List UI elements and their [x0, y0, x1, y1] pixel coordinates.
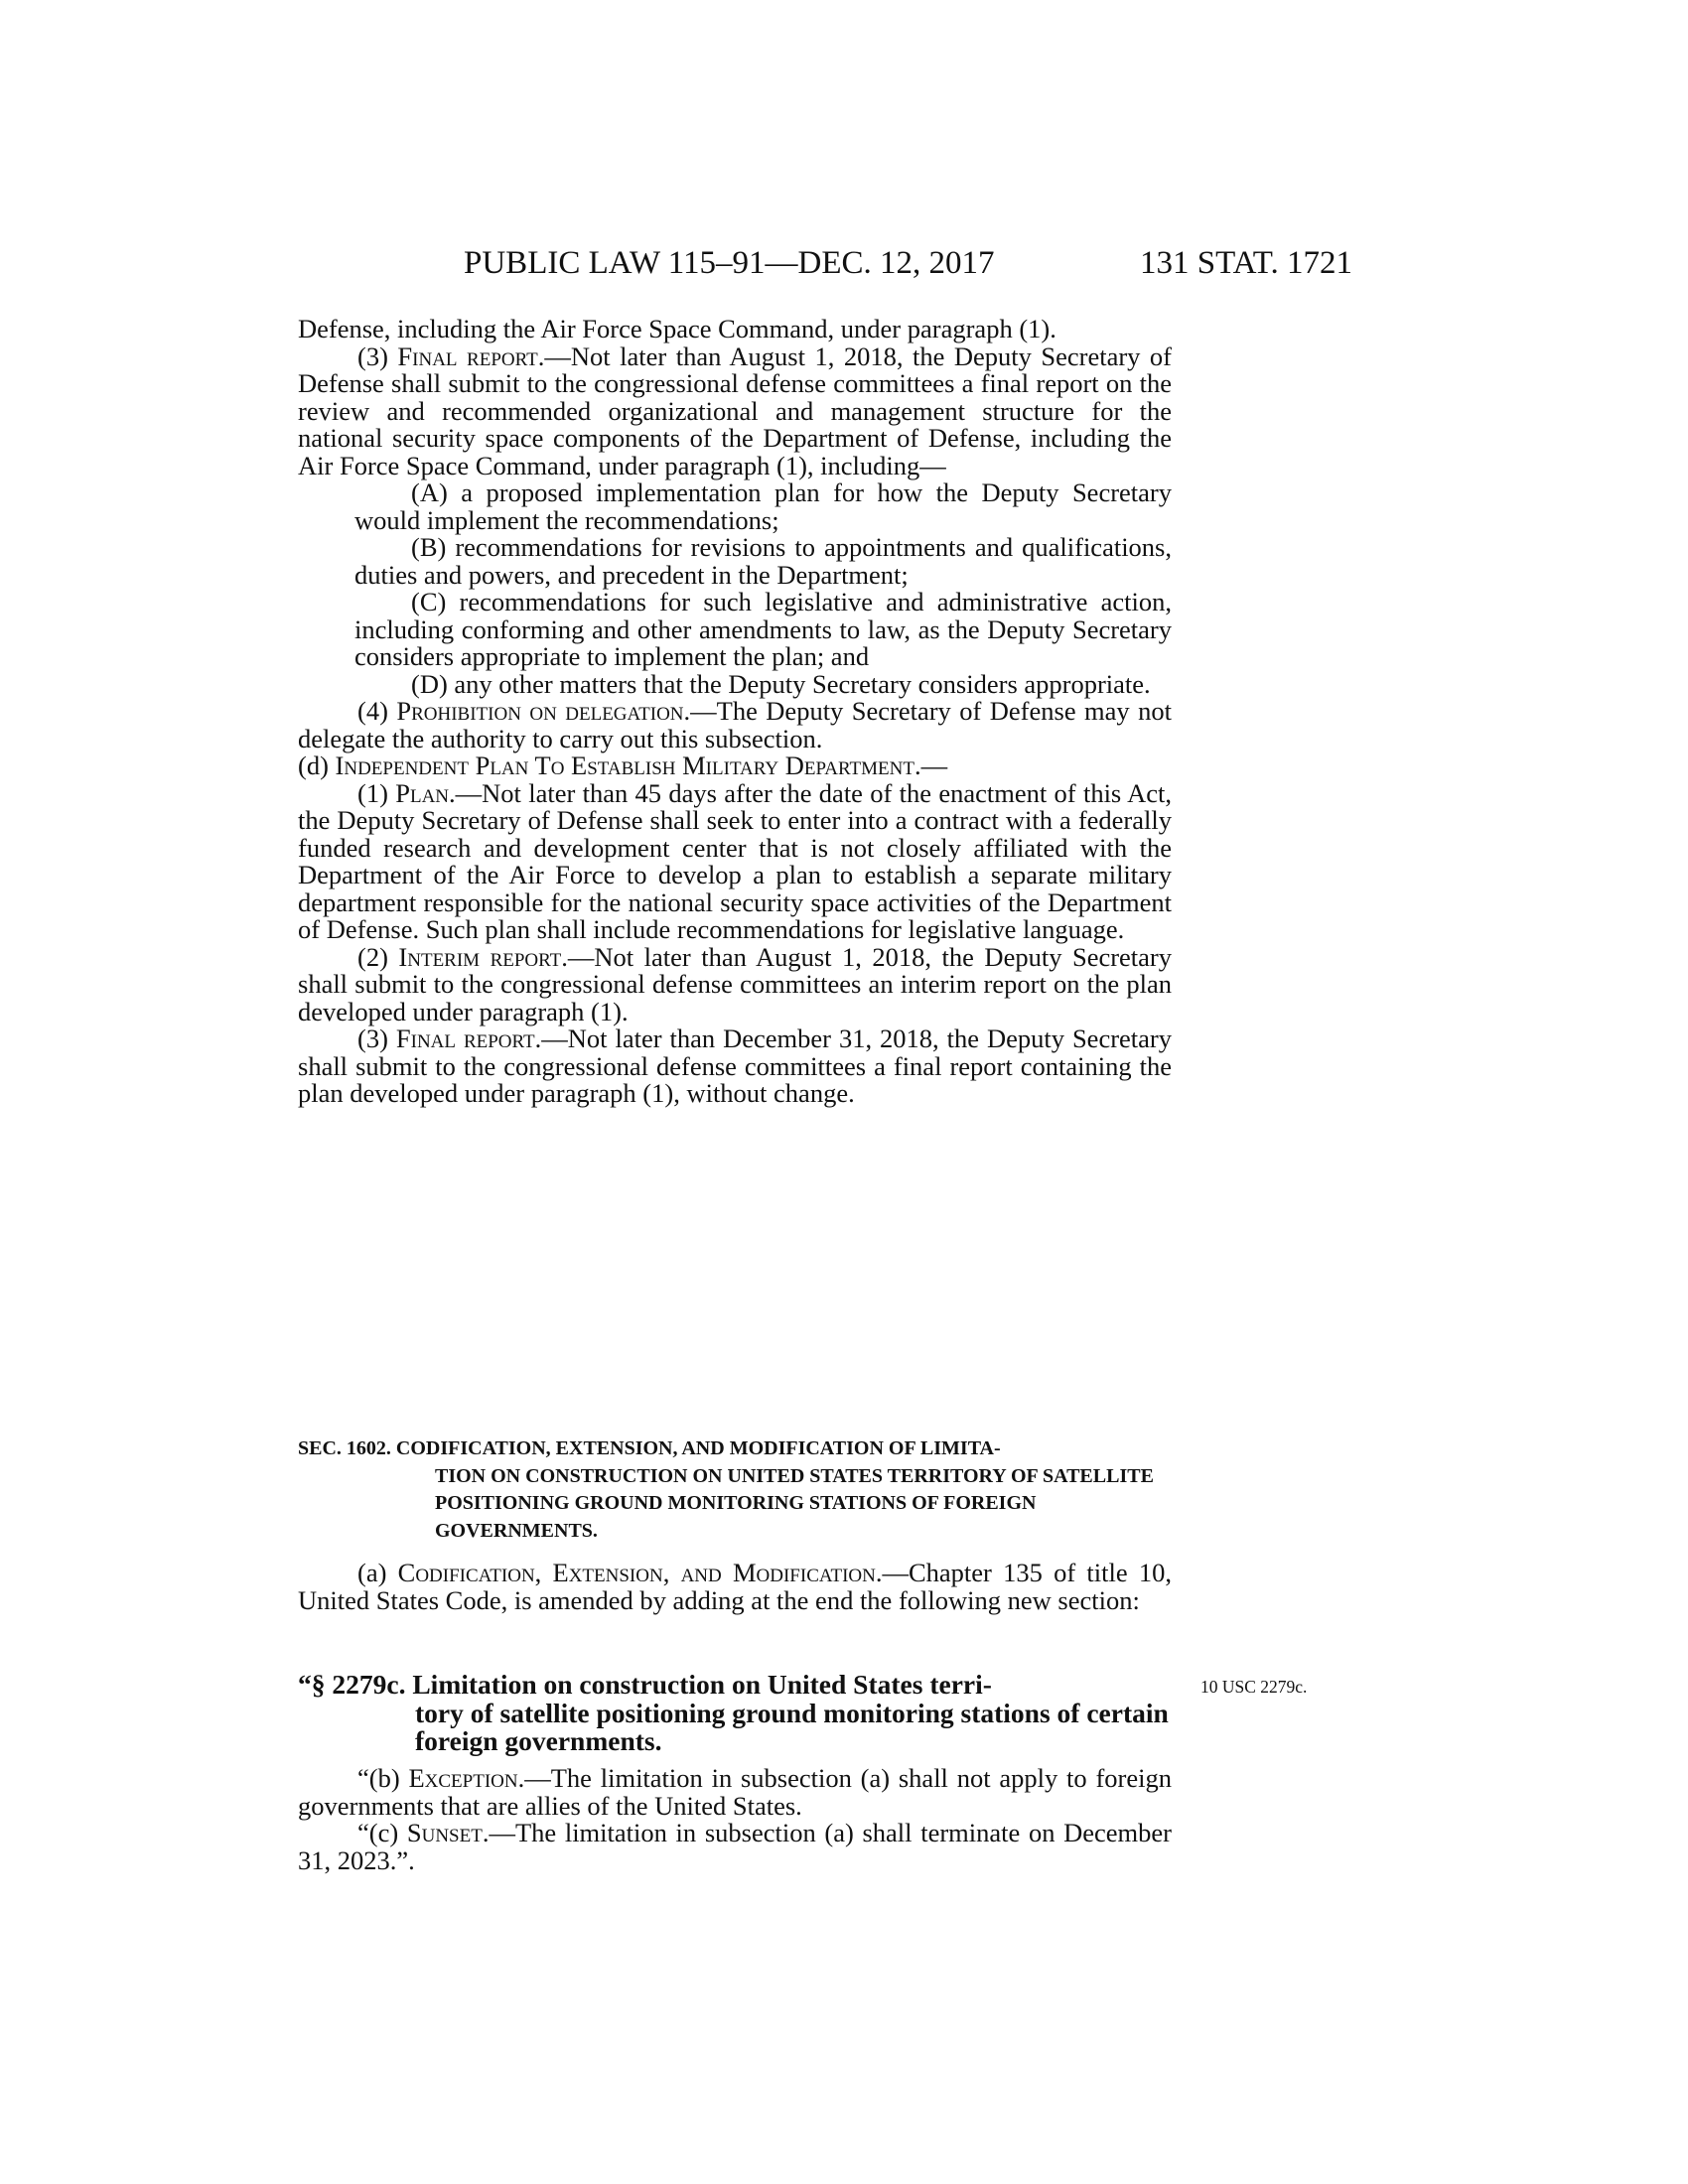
usc-section-heading: [298, 1671, 1172, 1756]
paragraph-continuation: Defense, including the Air Force Space Command, under paragraph (1).: [298, 314, 1056, 343]
usc-section-body: [298, 1765, 1172, 1874]
subsection-a: [298, 1560, 1172, 1614]
paragraph-body: .—Not later than August 1, 2018, the Deputy Secretary of Defense shall submit to the congressional defense committees a final report on the review and recommended organizational and management structure for the national security space components of the Department of Defense, including the Air Force Space Command, under paragraph (1), including—: [298, 341, 1172, 480]
subparagraph-c: (C) recommendations for such legislative and administrative action, including conforming and other amendments to law, as the Deputy Secretary considers appropriate to implement the plan; and: [354, 587, 1172, 671]
subsection-number: (d): [298, 751, 336, 780]
subparagraph-d: (D) any other matters that the Deputy Secretary considers appropriate.: [411, 668, 1151, 699]
subsection-number: “(b): [357, 1763, 409, 1793]
subsection-c-sunset: [298, 1820, 1172, 1874]
paragraph-d1-plan: [298, 777, 1172, 944]
paragraph-heading: Interim report: [398, 941, 562, 972]
paragraph-body: .—Not later than December 31, 2018, the Deputy Secretary shall submit to the congressional defense committees a final report containing the plan developed under paragraph (1), without change.: [298, 1024, 1172, 1108]
subsection-number: “(c): [357, 1818, 407, 1847]
section-heading-line1: SEC. 1602. CODIFICATION, EXTENSION, AND MODIFICATION OF LIMITA-: [298, 1437, 1001, 1459]
section-heading-rest: TION ON CONSTRUCTION ON UNITED STATES TERRITORY OF SATELLITE POSITIONING GROUND MONITORING STATIONS OF FOREIGN GOVERNMENTS.: [435, 1464, 1154, 1542]
paragraph-3-final-report: [298, 343, 1172, 480]
subparagraph-a: (A) a proposed implementation plan for how the Deputy Secretary would implement the recommendations;: [354, 478, 1172, 535]
paragraph-d3-final-report: [298, 1025, 1172, 1108]
paragraph-body: .—Not later than August 1, 2018, the Deputy Secretary shall submit to the congressional defense committees an interim report on the plan developed under paragraph (1).: [298, 941, 1173, 1026]
paragraph-number: (2): [357, 941, 399, 972]
usc-heading-rest: tory of satellite positioning ground monitoring stations of certain foreign governments.: [415, 1697, 1169, 1756]
subsection-heading: Independent Plan To Establish Military Department: [335, 751, 914, 780]
section-heading: [298, 1435, 1172, 1545]
main-text: [298, 316, 1172, 1108]
subsection-body: .—The limitation in subsection (a) shall terminate on December 31, 2023.”.: [298, 1818, 1172, 1875]
usc-heading-line1: “§ 2279c. Limitation on construction on United States terri-: [298, 1669, 992, 1700]
paragraph-number: (4): [357, 696, 397, 726]
running-header: PUBLIC LAW 115–91—DEC. 12, 2017: [464, 245, 995, 281]
paragraph-body: .—The Deputy Secretary of Defense may not delegate the authority to carry out this subsection.: [298, 696, 1172, 753]
section-body: [298, 1560, 1172, 1614]
paragraph-heading: Prohibition on delegation: [396, 696, 684, 726]
paragraph-heading: Final report: [395, 1024, 535, 1053]
subsection-dash: .—: [914, 751, 948, 780]
subsection-number: (a): [357, 1558, 398, 1587]
paragraph-number: (1): [357, 777, 396, 808]
paragraph-number: (3): [357, 1024, 396, 1053]
paragraph-d2-interim-report: [298, 941, 1173, 1026]
subsection-heading: Sunset: [406, 1818, 483, 1847]
subsection-heading: Exception: [408, 1763, 518, 1793]
paragraph-4-prohibition: [298, 698, 1172, 752]
subsection-d-heading: [298, 752, 1172, 780]
subparagraph-b: (B) recommendations for revisions to appointments and qualifications, duties and powers, and precedent in the Department;: [354, 532, 1172, 590]
paragraph-heading: Plan: [395, 777, 450, 808]
subsection-heading: Codification, Extension, and Modification: [397, 1558, 876, 1587]
page-number: 131 STAT. 1721: [1140, 245, 1353, 281]
subsection-body: .—The limitation in subsection (a) shall not apply to foreign governments that are allies of the United States.: [298, 1763, 1172, 1821]
subsection-body: .—Chapter 135 of title 10, United States Code, is amended by adding at the end the following new section:: [298, 1558, 1172, 1615]
paragraph-number: (3): [357, 341, 398, 371]
paragraph-body: .—Not later than 45 days after the date of the enactment of this Act, the Deputy Secretary of Defense shall seek to enter into a contract with a federally funded research and development center that is not closely affiliated with the Department of the Air Force to develop a plan to establish a separate military department responsible for the national security space activities of the Department of Defense. Such plan shall include recommendations for legislative language.: [298, 777, 1172, 944]
margin-citation: 10 USC 2279c.: [1200, 1677, 1308, 1697]
subsection-b-exception: [298, 1765, 1172, 1820]
paragraph-heading: Final report: [397, 341, 538, 371]
